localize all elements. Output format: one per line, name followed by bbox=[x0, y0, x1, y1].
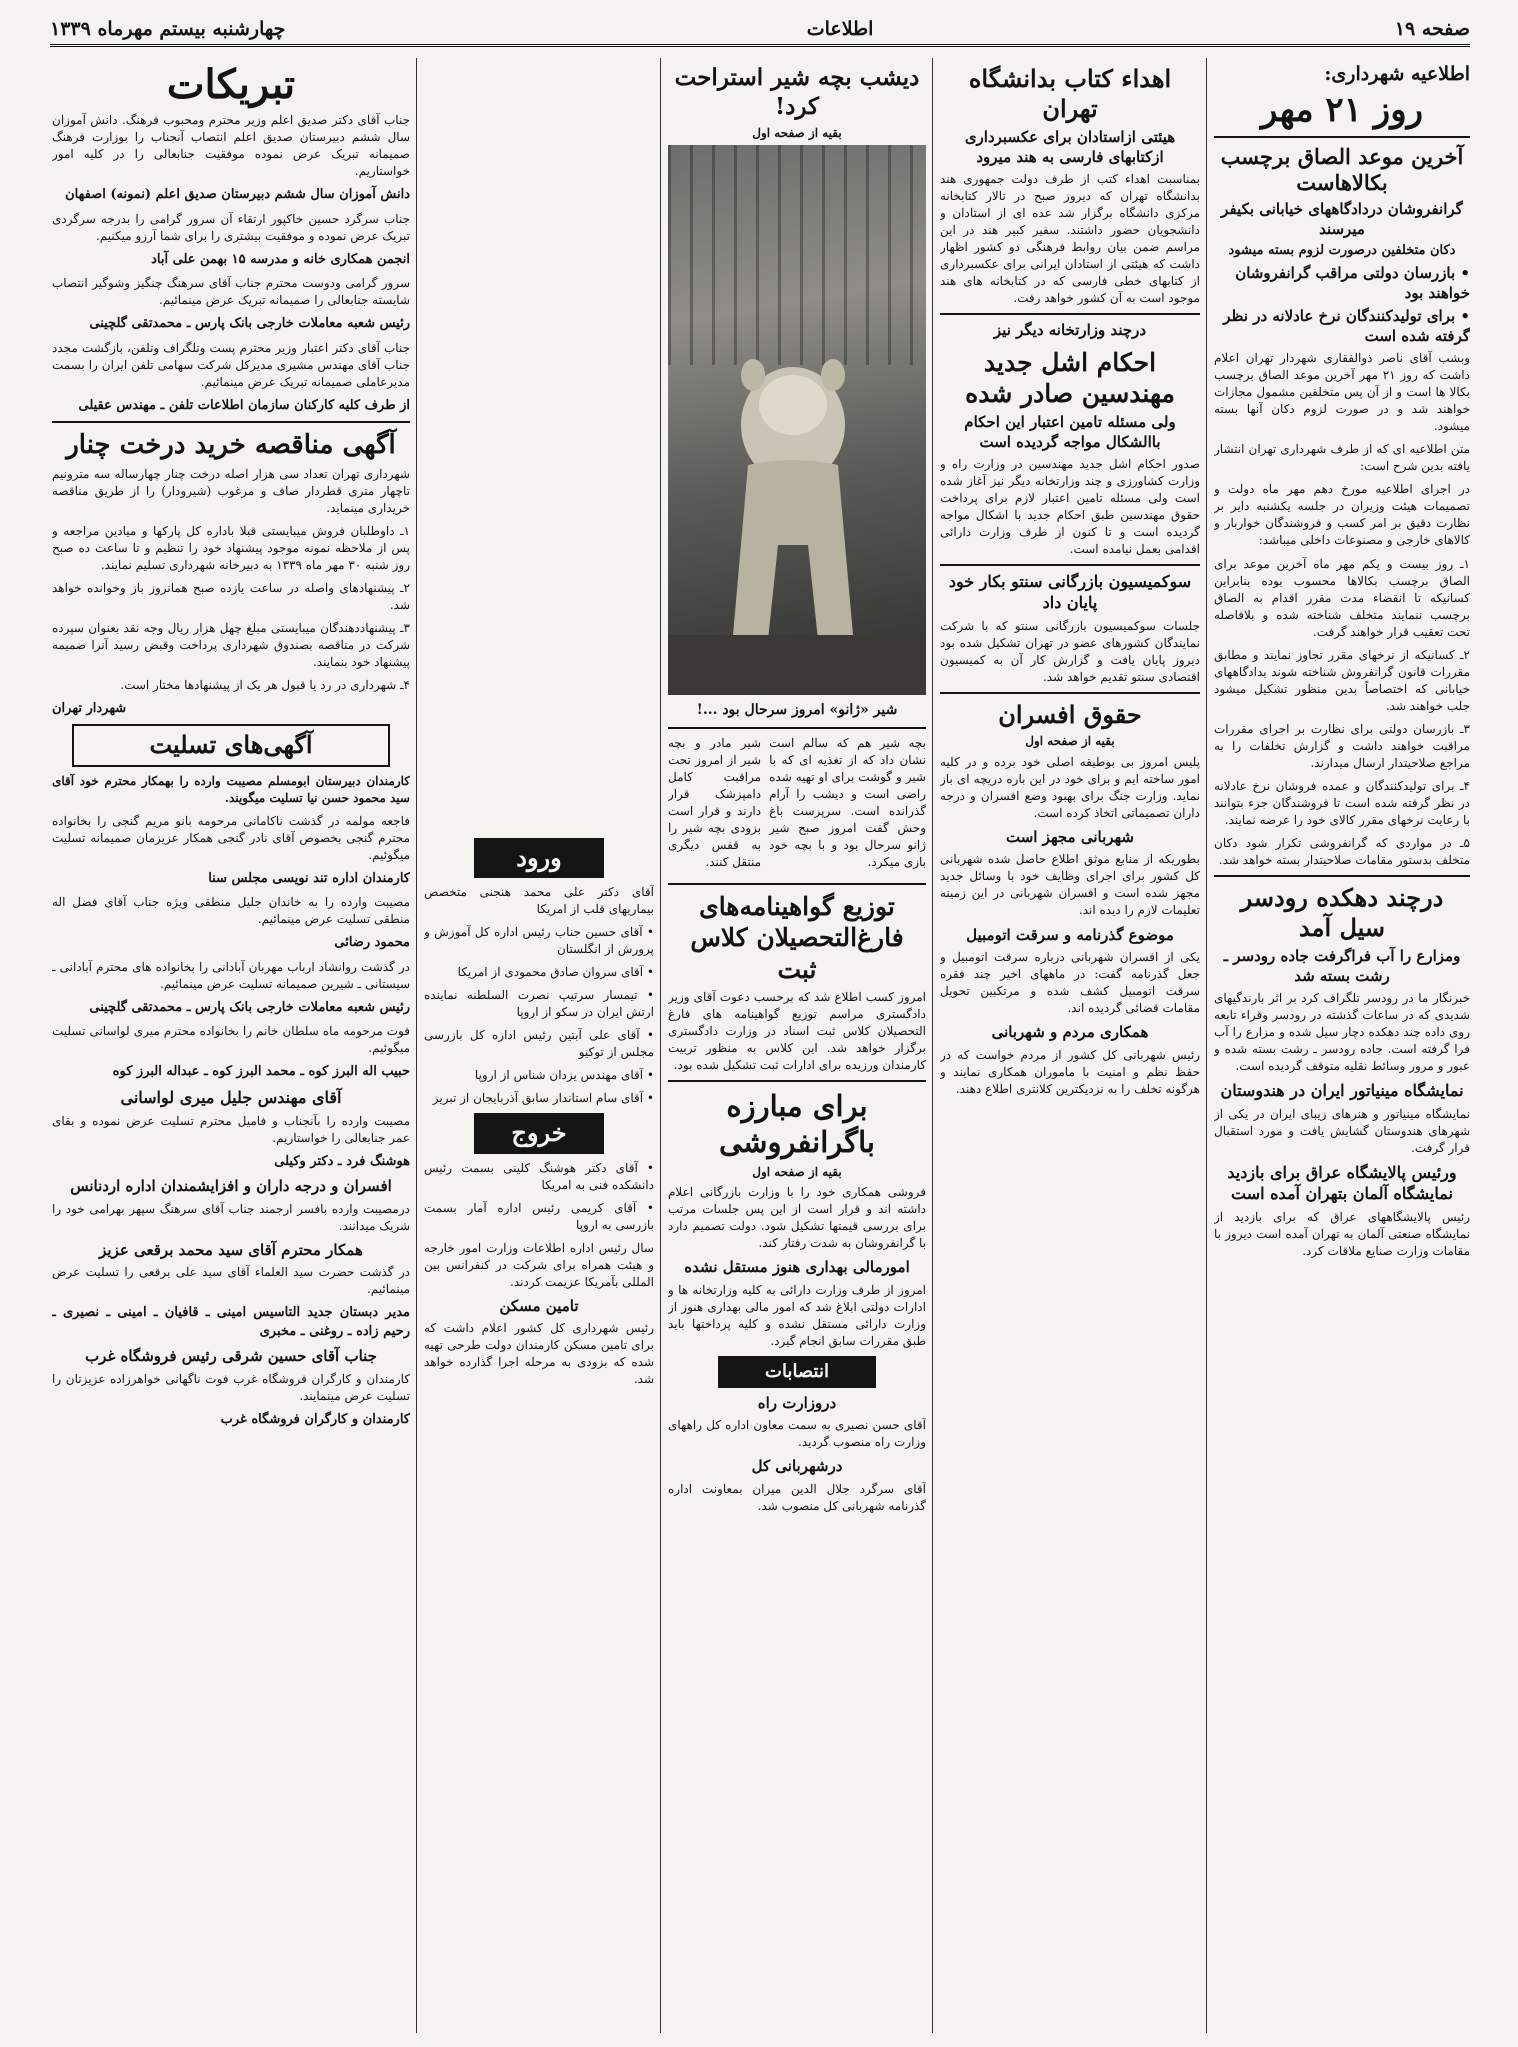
headline: افسران و درجه داران و افزایشمندان اداره اردنانس bbox=[70, 1177, 392, 1196]
signature: حبیب اله البرز کوه ـ محمد البرز کوه ـ عبداله البرز کوه bbox=[112, 1064, 410, 1080]
paragraph: جلسات سوکمیسیون بازرگانی سنتو که با شرکت نمایندگان کشورهای عضو در تهران تشکیل شده بود دیروز پایان یافت و گزارش کار آن به کمیسیون اقتصادی سنتو تقدیم خواهد شد. bbox=[940, 619, 1200, 685]
paragraph: فروشی همکاری خود را با وزارت بازرگانی اعلام داشته اند و قرار است از این پس جلسات مرتب برای بررسی قیمتها تشکیل شود. دولت تصمیم دارد با گرانفروشان به شدت رفتار کند. bbox=[668, 1185, 926, 1251]
divider bbox=[668, 727, 926, 729]
subheadline: بقیه از صفحه اول bbox=[1025, 734, 1115, 749]
headline: تبریکات bbox=[166, 61, 296, 108]
paragraph: در گذشت روانشاد ارباب مهربان آبادانی را بخانواده های محترم آبادانی ـ سیستانی ـ شیرین صمیمانه تسلیت عرض مینمائیم. bbox=[52, 959, 410, 991]
signature: کارمندان و کارگران فروشگاه غرب bbox=[220, 1411, 410, 1427]
headline: موضوع گذرنامه و سرقت اتومبیل bbox=[966, 925, 1174, 944]
headline: احکام اشل جدید مهندسین صادر شده bbox=[965, 347, 1175, 408]
page-number: صفحه ۱۹ bbox=[1394, 18, 1470, 40]
signature: دانش آموزان سال ششم دبیرستان صدیق اعلم (نمونه) اصفهان bbox=[65, 187, 410, 203]
headline: دروزارت راه bbox=[757, 1393, 837, 1412]
paragraph: فوت مرحومه ماه سلطان خانم را بخانواده محترم میری لواسانی تسلیت میگوئیم. bbox=[52, 1024, 410, 1056]
headline: برای مبارزه باگرانفروشی bbox=[719, 1089, 875, 1160]
headline: نمایشگاه مینیاتور ایران در هندوستان bbox=[1220, 1081, 1464, 1101]
headline: همکار محترم آقای سید محمد برقعی عزیز bbox=[99, 1240, 363, 1259]
headline: جناب آقای حسین شرقی رئیس فروشگاه غرب bbox=[85, 1347, 377, 1366]
headline: دیشب بچه شیر استراحت کرد! bbox=[674, 64, 920, 120]
divider bbox=[940, 692, 1200, 694]
headline: همکاری مردم و شهربانی bbox=[991, 1023, 1149, 1042]
paragraph: شهرداری تهران تعداد سی هزار اصله درخت چنار چهارساله سه مترونیم تاچهار متری قطردار صاف و مرغوب (شیرودار) را از طریق مناقصه خریداری مینماید. bbox=[52, 466, 410, 515]
paragraph: متن اطلاعیه ای که از طرف شهرداری تهران انتشار یافته بدین شرح است: bbox=[1214, 442, 1470, 474]
subheadline: گرانفروشان دردادگاههای خیابانی بکیفر میرسند bbox=[1221, 200, 1463, 238]
paragraph: • آقای مهندس یزدان شناس از اروپا bbox=[474, 1068, 654, 1083]
paragraph: امروز از طرف وزارت دارائی به کلیه وزارتخانه ها و ادارات دولتی ابلاغ شد که امور مالی بهداری هنوز از وزارت دارائی مستقل نشده و کلیه پرداختها باید طبق مقررات سابق انجام گیرد. bbox=[668, 1282, 926, 1348]
paragraph: بمناسبت اهداء کتب از طرف دولت جمهوری هند بدانشگاه تهران که دیروز صبح در تالار کتابخانه مرکزی دانشگاه برگزار شد عده ای از استادان و دانشجویان حضور داشتند. سفیر کبیر هند در این مراسم ضمن بیان روابط فرهنگی دو کشور اظهار داشت که هیئتی از استادان ایرانی برای عکسبرداری از کتابهای خطی فارسی که در کتابخانه های هند موجود است به آن کشور خواهد رفت. bbox=[940, 172, 1200, 306]
paragraph: ۲ـ پیشنهادهای واصله در ساعت یازده صبح همانروز باز وخوانده خواهد شد. bbox=[52, 580, 410, 612]
paragraph: سال رئیس اداره اطلاعات وزارت امور خارجه و هیئت همراه برای شرکت در کنفرانس بین المللی بآمریکا عزیمت کردند. bbox=[424, 1240, 654, 1289]
headline: امورمالی بهداری هنوز مستقل نشده bbox=[684, 1258, 910, 1277]
headline: شهربانی مجهز است bbox=[1006, 827, 1134, 846]
section-banner: خروج bbox=[474, 1113, 604, 1153]
subheadline: • برای تولیدکنندگان نرخ عادلانه در نظر گرفته شده است bbox=[1223, 307, 1470, 345]
column-arrivals bbox=[424, 58, 654, 2033]
paragraph: آقای حسن نصیری به سمت معاون اداره کل راههای وزارت راه منصوب گردید. bbox=[668, 1418, 926, 1450]
subheadline: بقیه از صفحه اول bbox=[752, 125, 842, 140]
paragraph: • آقای حسین جناب رئیس اداره کل آموزش و پرورش از انگلستان bbox=[424, 925, 654, 957]
subheadline: ومزارع را آب فراگرفت جاده رودسر ـ رشت بسته شد bbox=[1223, 947, 1461, 985]
paragraph: ۴ـ شهرداری در رد یا قبول هر یک از پیشنهادها مختار است. bbox=[120, 678, 410, 692]
paragraph: • آقای علی آبتین رئیس اداره کل بازرسی مجلس از توکیو bbox=[424, 1028, 654, 1060]
paragraph: • تیمسار سرتیپ نصرت السلطنه نماینده ارتش ایران در سکو از اروپا bbox=[424, 988, 654, 1020]
headline: ورئیس پالایشگاه عراق برای بازدید نمایشگاه آلمان بتهران آمده است bbox=[1227, 1163, 1457, 1203]
headline: آگهی مناقصه خرید درخت چنار bbox=[66, 430, 396, 461]
paragraph: شیر مادر و بچه شیر از امروز تحت مراقبت کامل دامپزشک قرار دارند و قرار است بزودی بچه شیر را به قفس دیگری منتقل کنند. bbox=[668, 735, 762, 870]
paragraph: ۴ـ برای تولیدکنندگان و عمده فروشان نرخ عادلانه در نظر گرفته شده است تا فروشندگان جزء بتوانند با رعایت نرخهای مقرر کالای خود را عرضه نمایند. bbox=[1214, 778, 1470, 827]
signature: هوشنگ فرد ـ دکتر وکیلی bbox=[274, 1153, 410, 1169]
paragraph: جناب آقای دکتر صدیق اعلم وزیر محترم ومحبوب فرهنگ. دانش آموزان سال ششم دبیرستان صدیق اعلم انتصاب آنجناب را بوزارت فرهنگ صمیمانه تبریک عرض نموده موفقیت جنابعالی را در کلیه امور خواستاریم. bbox=[52, 113, 410, 179]
photo-caption: شیر «ژانو» امروز سرحال بود ...! bbox=[696, 702, 898, 719]
signature: انجمن همکاری خانه و مدرسه ۱۵ بهمن علی آباد bbox=[151, 251, 410, 267]
column-divider bbox=[932, 58, 933, 2033]
column-divider bbox=[660, 58, 661, 2033]
headline: اهداء کتاب بدانشگاه تهران bbox=[968, 64, 1172, 123]
paragraph: آقای دکتر علی محمد هنجنی متخصص بیماریهای قلب از امریکا bbox=[424, 885, 654, 917]
headline: توزیع گواهینامه‌های فارغ‌التحصیلان کلاس ثبت bbox=[690, 892, 904, 984]
paragraph: • آقای سروان صادق محمودی از امریکا bbox=[457, 965, 654, 980]
section-banner: انتصابات bbox=[718, 1356, 876, 1388]
divider bbox=[668, 1080, 926, 1082]
column-news-2 bbox=[940, 58, 1200, 2033]
paragraph: بطوریکه از منابع موثق اطلاع حاصل شده شهربانی کل کشور برای اجرای وظایف خود با وسائل جدید مجهز شده است و افسران شهربانی در این زمینه تعلیمات لازم را دیده اند. bbox=[940, 852, 1200, 918]
headline: تامین مسکن bbox=[499, 1296, 579, 1315]
paragraph: خبرنگار ما در رودسر تلگراف کرد بر اثر بارندگیهای شدیدی که در ساعات گذشته در رودسر وقراء تابعه روی داده چند دهکده دچار سیل شده و مزارع را آب فرا گرفته است. جاده رودسر ـ رشت بسته شده و عبور و مرور وسائط نقلیه متوقف گردیده است. bbox=[1214, 991, 1470, 1074]
section-banner: آگهی‌های تسلیت bbox=[72, 724, 390, 766]
subheadline: هیئتی ازاستادان برای عکسبرداری ازکتابهای فارسی به هند میرود bbox=[964, 128, 1176, 166]
signature: شهردار تهران bbox=[52, 701, 127, 717]
issue-date: چهارشنبه بیستم مهرماه ۱۳۳۹ bbox=[50, 18, 286, 40]
paragraph: مصیبت وارده را بآنجناب و فامیل محترم تسلیت عرض نموده و بقای عمر جنابعالی را خواستاریم. bbox=[52, 1113, 410, 1145]
lion-silhouette-icon bbox=[668, 305, 926, 695]
headline: اطلاعیه شهرداری: bbox=[1324, 63, 1470, 85]
paragraph: جناب آقای دکتر اعتبار وزیر محترم پست وتلگراف وتلفن، بازگشت مجدد جناب آقای مهندس مشیری مدیرکل شرکت سهامی تلفن ایران را بسمت مدیرعاملی صمیمانه تبریک عرض مینمائیم. bbox=[52, 340, 410, 389]
headline: حقوق افسران bbox=[998, 700, 1142, 730]
signature: رئیس شعبه معاملات خارجی بانک پارس ـ محمدتقی گلچینی bbox=[89, 999, 410, 1015]
paragraph: یکی از افسران شهربانی درباره سرقت اتومبیل و جعل گذرنامه گفت: در ماههای اخیر چند فقره سرقت اتومبیل کشف شده و مرتکبین تحویل مقامات قضائی گردیده اند. bbox=[940, 950, 1200, 1016]
divider bbox=[52, 421, 410, 423]
subheadline: • بازرسان دولتی مراقب گرانفروشان خواهند بود bbox=[1235, 264, 1470, 302]
headline: آقای مهندس جلیل میری لواسانی bbox=[120, 1087, 342, 1107]
paragraph: ۱ـ روز بیست و یکم مهر ماه آخرین موعد برای الصاق برچسب بکالاها محسوب بوده بنابراین کسانیکه تا انقضاء مدت مقرر اقدام به الصاق برچسب ننمایند متخلف شناخته شده و بلافاصله تحت تعقیب قرار خواهند گرفت. bbox=[1214, 556, 1470, 639]
headline: سوکمیسیون بازرگانی سنتو بکار خود پایان داد bbox=[948, 572, 1192, 613]
divider bbox=[940, 564, 1200, 566]
paragraph: در گذشت حضرت سید العلماء آقای سید علی برقعی را تسلیت عرض مینمائیم. bbox=[52, 1265, 410, 1297]
divider bbox=[1214, 875, 1470, 877]
lion-photo bbox=[668, 145, 926, 695]
paragraph: نمایشگاه مینیاتور و هنرهای زیبای ایران در یکی از شهرهای هندوستان گشایش یافت و مورد استقبال قرار گرفت. bbox=[1214, 1107, 1470, 1156]
divider bbox=[1214, 136, 1470, 138]
signature: کارمندان اداره تند نویسی مجلس سنا bbox=[208, 870, 410, 886]
divider bbox=[668, 883, 926, 885]
subheadline: بقیه از صفحه اول bbox=[752, 1164, 842, 1179]
paragraph: صدور احکام اشل جدید مهندسین در وزارت راه و وزارت کشاورزی و چند وزارتخانه دیگر نیز آغاز شده است ولی مسئله تامین اعتبار لازم برای پرداخت حقوق مهندسین طبق احکام جدید با اشکال مواجه گردیده است و تا کنون از طرف وزارت دارائی اقدامی بعمل نیامده است. bbox=[940, 457, 1200, 557]
column-divider bbox=[1206, 58, 1207, 2033]
section-banner: ورود bbox=[474, 838, 604, 878]
columns bbox=[52, 58, 1470, 2033]
column-news-3 bbox=[668, 58, 926, 2033]
paragraph: کارمندان دبیرستان ابومسلم مصیبت وارده را بهمکار محترم خود آقای سید محمود حسن نیا تسلیت میگویند. bbox=[52, 773, 410, 805]
paragraph: درمصیبت وارده بافسر ارجمند جناب آقای سرهنگ سپهر بهرامی خود را شریک میدانند. bbox=[52, 1201, 410, 1233]
headline: درشهربانی کل bbox=[751, 1457, 843, 1476]
masthead bbox=[50, 14, 1470, 47]
paragraph: • آقای کریمی رئیس اداره آمار بسمت بازرسی به اروپا bbox=[424, 1200, 654, 1232]
paragraph: سرور گرامی ودوست محترم جناب آقای سرهنگ چنگیز وشوگیر انتصاب شایسته جنابعالی را صمیمانه تبریک عرض مینمائیم. bbox=[52, 276, 410, 308]
signature: مدیر دبستان جدید التاسیس امینی ـ قافیان ـ امینی ـ نصیری ـ رحیم زاده ـ روغنی ـ مخبری bbox=[52, 1305, 410, 1339]
paragraph: ۵ـ در مواردی که گرانفروشی تکرار شود دکان متخلف بدستور مقامات صلاحیتدار بسته خواهد شد. bbox=[1214, 835, 1470, 868]
paragraph: رئیس شهربانی کل کشور از مردم خواست که در حفظ نظم و امنیت با ماموران همکاری نمایند و هرگونه تخلف را به نزدیکترین کلانتری اطلاع دهند. bbox=[940, 1047, 1200, 1096]
paragraph: جناب سرگرد حسین خاکپور ارتقاء آن سرور گرامی را بدرجه سرگردی تبریک عرض نموده و موفقیت بیشتری را برای شما آرزو میکنیم. bbox=[52, 211, 410, 243]
subheadline: ولی مسئله تامین اعتبار این احکام باالشکال مواجه گردیده است bbox=[964, 413, 1176, 451]
paragraph: امروز کسب اطلاع شد که برحسب دعوت آقای وزیر دادگستری مراسم توزیع گواهینامه های فارغ التحصیلان کلاس ثبت اسناد در وزارت دادگستری برگزار خواهد شد. این کلاس به منظور تربیت کارمندان ورزیده برای ادارات ثبت تشکیل شده بود. bbox=[668, 989, 926, 1073]
paper-name: اطلاعات bbox=[806, 18, 874, 40]
paragraph: رئیس شهرداری کل کشور اعلام داشت که برای تامین مسکن کارمندان دولت طرحی تهیه شده که بزودی به مرحله اجرا گذارده خواهد شد. bbox=[424, 1321, 654, 1387]
two-column-story bbox=[668, 735, 926, 877]
paragraph: ۱ـ داوطلبان فروش میبایستی قبلا باداره کل پارکها و میادین مراجعه و پس از ملاحظه نمونه موجود پیشنهاد خود را تنظیم و تا ساعت ده صبح روز شنبه ۳۰ مهر ماه ۱۳۳۹ به دبیرخانه شهرداری تسلیم نمایند. bbox=[52, 523, 410, 572]
paragraph: ۳ـ بازرسان دولتی برای نظارت بر اجرای مقررات مراقبت خواهند داشت و گزارش تخلفات را به مراجع صلاحیتدار ارسال میدارند. bbox=[1214, 721, 1470, 770]
paragraph: مصیبت وارده را به خاندان جلیل منطقی ویژه جناب آقای فضل اله منطقی تسلیت عرض مینمائیم. bbox=[52, 895, 410, 927]
divider bbox=[940, 313, 1200, 315]
paragraph: در اجرای اطلاعیه مورخ دهم مهر ماه دولت و تصمیمات هیئت وزیران در جلسه یکشنبه دایر بر نظارت دقیق بر امر کسب و فروشندگان خواربار و کالاهای خارجی و مصنوعات داخلی میباشد: bbox=[1214, 482, 1470, 548]
column-municipality bbox=[1214, 58, 1470, 2033]
paragraph: کارمندان و کارگران فروشگاه غرب فوت ناگهانی خواهرزاده عزیزتان را تسلیت عرض مینمایند. bbox=[52, 1371, 410, 1403]
column-announcements bbox=[52, 58, 410, 2033]
headline: آخرین موعد الصاق برچسب بکالاهاست bbox=[1220, 143, 1464, 196]
signature: رئیس شعبه معاملات خارجی بانک پارس ـ محمدتقی گلچینی bbox=[89, 316, 410, 332]
column-divider bbox=[416, 58, 417, 2033]
paragraph: • آقای سام استاندار سابق آذربایجان از تبریز bbox=[432, 1091, 654, 1106]
paragraph: ۲ـ کسانیکه از نرخهای مقرر تجاوز نمایند و مطابق مقررات قانون گرانفروش شناخته شوند بدادگاههای خیابانی که اختصاصاً بدین منظور تشکیل میشود جلب خواهند شد. bbox=[1214, 647, 1470, 713]
paragraph: ۳ـ پیشنهاددهندگان میبایستی مبلغ چهل هزار ریال وجه نقد بعنوان سپرده شرکت در مناقصه بصندوق شهرداری پرداخت وقبض رسید آنرا ضمیمه پیشنهاد خود بنمایند. bbox=[52, 620, 410, 669]
paragraph: آقای سرگرد جلال الدین میران بمعاونت اداره گذرنامه شهربانی کل منصوب شد. bbox=[668, 1481, 926, 1513]
signature: از طرف کلیه کارکنان سازمان اطلاعات تلفن ـ مهندس عقیلی bbox=[78, 397, 410, 413]
signature: محمود رضائی bbox=[334, 935, 410, 951]
headline: روز ۲۱ مهر bbox=[1260, 89, 1424, 130]
headline: درچند دهکده رودسر سیل آمد bbox=[1240, 883, 1444, 943]
paragraph: بچه شیر هم که سالم است نشان داد که از تغذیه ای که با شیر و گوشت برای او تهیه شده راضی است و دیشب را آرام گذرانده است. سرپرست باغ وحش گفت امروز صبح شیر ژانو سرحال بود و با بچه خود بازی میکرد. bbox=[769, 735, 926, 870]
paragraph: رئیس پالایشگاههای عراق که برای بازدید از نمایشگاه صنعتی آلمان به تهران آمده است دیروز با مقامات وزارت صنایع ملاقات کرد. bbox=[1214, 1209, 1470, 1258]
paragraph: • آقای دکتر هوشنگ کلینی بسمت رئیس دانشکده فنی به امریکا bbox=[424, 1160, 654, 1192]
subheadline: دکان متخلفین درصورت لزوم بسته میشود bbox=[1228, 243, 1456, 259]
paragraph: وبشب آقای ناصر ذوالفقاری شهردار تهران اعلام داشت که روز ۲۱ مهر آخرین موعد الصاق برچسب بکالا ها است و از آن پس متخلفین مشمول مجازات خواهند شد و در صورت لزوم دکان آنها بسته میشود. bbox=[1214, 351, 1470, 434]
kicker: درچند وزارتخانه دیگر نیز bbox=[993, 321, 1147, 340]
paragraph: فاجعه مولمه در گذشت ناکامانی مرحومه بانو مریم گنجی را بخانواده محترم گنجی بخصوص آقای نادر گنجی همکار عزیزمان صمیمانه تسلیت میگوئیم. bbox=[52, 813, 410, 862]
paragraph: پلیس امروز بی بوطیقه اصلی خود برده و در کلیه امور ساخته ایم و برای خود در این باره دریچه ای باز نماید. وزارت جنگ برای بهبود وضع افسران و درجه داران تصمیماتی اتخاذ کرده است. bbox=[940, 754, 1200, 820]
